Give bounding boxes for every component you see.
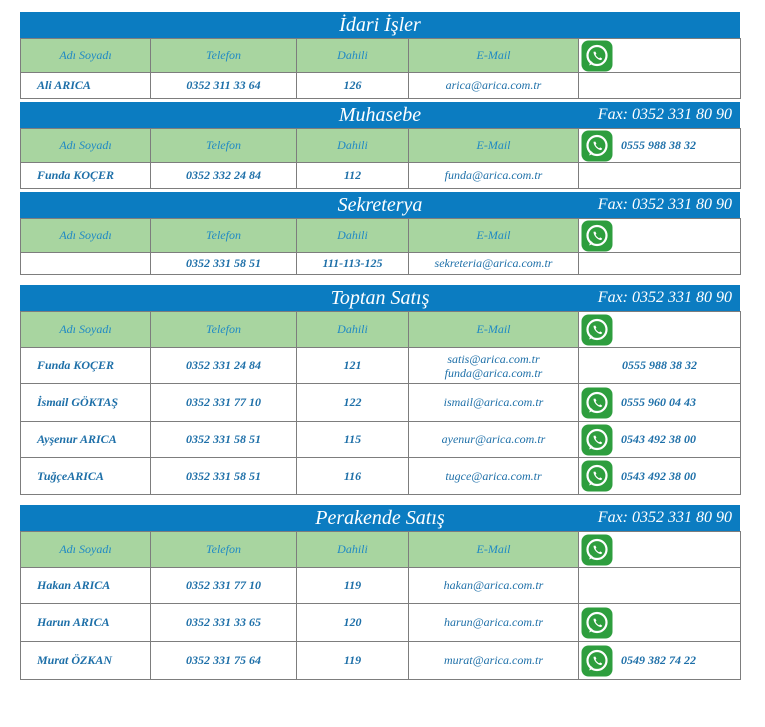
section-idari-isler <box>20 12 740 99</box>
contact-table <box>20 311 741 495</box>
whatsapp-icon[interactable] <box>581 645 613 677</box>
whatsapp-icon[interactable] <box>581 130 613 162</box>
contact-email[interactable]: sekreteria@arica.com.tr <box>409 253 579 275</box>
contact-email[interactable]: ismail@arica.com.tr <box>409 384 579 422</box>
mobile-cell <box>579 348 741 384</box>
whatsapp-cell <box>579 458 741 495</box>
contact-name: Ali ARICA <box>21 73 151 99</box>
contact-name: Harun ARICA <box>21 604 151 642</box>
table-row <box>21 73 741 99</box>
whatsapp-icon[interactable] <box>581 424 613 456</box>
contact-phone[interactable]: 0352 331 58 51 <box>151 458 297 495</box>
column-header-ext: Dahili <box>297 129 409 163</box>
whatsapp-cell <box>579 129 741 163</box>
contact-email[interactable]: funda@arica.com.tr <box>444 365 543 380</box>
contact-ext: 119 <box>297 642 409 680</box>
contact-phone[interactable]: 0352 331 77 10 <box>151 384 297 422</box>
contact-phone[interactable]: 0352 332 24 84 <box>151 163 297 189</box>
whatsapp-cell <box>579 312 741 348</box>
contact-name: TuğçeARICA <box>21 458 151 495</box>
contact-email[interactable]: ayenur@arica.com.tr <box>409 422 579 458</box>
contact-email[interactable]: tugce@arica.com.tr <box>409 458 579 495</box>
contact-phone[interactable]: 0352 311 33 64 <box>151 73 297 99</box>
column-header-email: E-Mail <box>409 129 579 163</box>
section-title-bar <box>20 102 740 128</box>
column-header-email: E-Mail <box>409 312 579 348</box>
mobile-cell <box>579 568 741 604</box>
contact-table <box>20 531 741 680</box>
whatsapp-cell <box>579 384 741 422</box>
mobile-number[interactable]: 0555 988 38 32 <box>621 138 696 152</box>
column-header-ext: Dahili <box>297 312 409 348</box>
mobile-cell <box>579 163 741 189</box>
whatsapp-icon[interactable] <box>581 607 613 639</box>
column-header-phone: Telefon <box>151 219 297 253</box>
fax-number: Fax: 0352 331 80 90 <box>597 196 732 213</box>
contact-table <box>20 38 741 99</box>
mobile-number[interactable]: 0549 382 74 22 <box>621 653 696 667</box>
contact-phone[interactable]: 0352 331 24 84 <box>151 348 297 384</box>
table-row <box>21 348 741 384</box>
whatsapp-cell <box>579 532 741 568</box>
column-header-name: Adı Soyadı <box>21 129 151 163</box>
whatsapp-icon[interactable] <box>581 220 613 252</box>
column-header-email: E-Mail <box>409 532 579 568</box>
section-title-bar <box>20 192 740 218</box>
section-sekreterya <box>20 192 740 275</box>
contact-phone[interactable]: 0352 331 75 64 <box>151 642 297 680</box>
table-header-row <box>21 129 741 163</box>
contact-email[interactable]: hakan@arica.com.tr <box>409 568 579 604</box>
section-title: Sekreterya <box>337 194 423 216</box>
contact-ext: 121 <box>297 348 409 384</box>
table-header-row <box>21 219 741 253</box>
table-row <box>21 163 741 189</box>
whatsapp-cell <box>579 219 741 253</box>
mobile-number[interactable]: 0543 492 38 00 <box>621 468 696 483</box>
contact-email[interactable]: funda@arica.com.tr <box>409 163 579 189</box>
whatsapp-icon[interactable] <box>581 387 613 419</box>
contact-table <box>20 128 741 189</box>
section-title: Toptan Satış <box>330 287 430 309</box>
contact-name: Murat ÖZKAN <box>21 642 151 680</box>
column-header-ext: Dahili <box>297 219 409 253</box>
contact-name <box>21 253 151 275</box>
mobile-cell <box>579 253 741 275</box>
table-row <box>21 253 741 275</box>
whatsapp-cell <box>579 642 741 680</box>
section-title: Perakende Satış <box>315 507 445 529</box>
contact-ext: 111-113-125 <box>297 253 409 275</box>
contact-name: Funda KOÇER <box>21 163 151 189</box>
table-header-row <box>21 532 741 568</box>
whatsapp-icon[interactable] <box>581 314 613 346</box>
column-header-name: Adı Soyadı <box>21 532 151 568</box>
whatsapp-cell <box>579 39 741 73</box>
section-toptan-satis <box>20 285 740 495</box>
contact-phone[interactable]: 0352 331 77 10 <box>151 568 297 604</box>
fax-number: Fax: 0352 331 80 90 <box>597 509 732 526</box>
column-header-phone: Telefon <box>151 39 297 73</box>
contact-table <box>20 218 741 275</box>
table-row <box>21 384 741 422</box>
whatsapp-icon[interactable] <box>581 534 613 566</box>
section-title-bar <box>20 12 740 38</box>
table-header-row <box>21 39 741 73</box>
contact-phone[interactable]: 0352 331 33 65 <box>151 604 297 642</box>
column-header-email: E-Mail <box>409 219 579 253</box>
column-header-name: Adı Soyadı <box>21 39 151 73</box>
section-title-bar <box>20 505 740 531</box>
contact-name: Ayşenur ARICA <box>21 422 151 458</box>
table-row <box>21 458 741 495</box>
whatsapp-icon[interactable] <box>581 460 613 492</box>
column-header-name: Adı Soyadı <box>21 219 151 253</box>
contact-email[interactable]: satis@arica.com.tr <box>447 351 540 366</box>
table-row <box>21 422 741 458</box>
column-header-phone: Telefon <box>151 129 297 163</box>
section-title: Muhasebe <box>338 104 422 126</box>
table-row <box>21 568 741 604</box>
mobile-number[interactable]: 0555 988 38 32 <box>622 358 697 372</box>
whatsapp-cell <box>579 604 741 642</box>
mobile-number[interactable]: 0555 960 04 43 <box>621 395 696 409</box>
contact-name: Funda KOÇER <box>21 348 151 384</box>
table-header-row <box>21 312 741 348</box>
contact-name: Hakan ARICA <box>21 568 151 604</box>
column-header-email: E-Mail <box>409 39 579 73</box>
table-row <box>21 604 741 642</box>
column-header-phone: Telefon <box>151 312 297 348</box>
contact-email-cell <box>409 348 579 384</box>
contact-phone[interactable]: 0352 331 58 51 <box>151 422 297 458</box>
contact-email[interactable]: murat@arica.com.tr <box>409 642 579 680</box>
contact-name: İsmail GÖKTAŞ <box>21 384 151 422</box>
column-header-phone: Telefon <box>151 532 297 568</box>
section-muhasebe <box>20 102 740 189</box>
contact-ext: 116 <box>297 458 409 495</box>
contact-ext: 120 <box>297 604 409 642</box>
contact-ext: 122 <box>297 384 409 422</box>
whatsapp-cell <box>579 422 741 458</box>
column-header-name: Adı Soyadı <box>21 312 151 348</box>
section-perakende-satis <box>20 505 740 680</box>
fax-number: Fax: 0352 331 80 90 <box>597 289 732 306</box>
contact-ext: 126 <box>297 73 409 99</box>
contact-email[interactable]: arica@arica.com.tr <box>409 73 579 99</box>
whatsapp-icon[interactable] <box>581 40 613 72</box>
column-header-ext: Dahili <box>297 532 409 568</box>
column-header-ext: Dahili <box>297 39 409 73</box>
mobile-cell <box>579 73 741 99</box>
contact-ext: 119 <box>297 568 409 604</box>
section-title-bar <box>20 285 740 311</box>
fax-number: Fax: 0352 331 80 90 <box>597 106 732 123</box>
contact-phone[interactable]: 0352 331 58 51 <box>151 253 297 275</box>
contact-ext: 112 <box>297 163 409 189</box>
contact-email[interactable]: harun@arica.com.tr <box>409 604 579 642</box>
table-row <box>21 642 741 680</box>
mobile-number[interactable]: 0543 492 38 00 <box>621 432 696 446</box>
contact-ext: 115 <box>297 422 409 458</box>
section-title: İdari İşler <box>339 14 421 36</box>
